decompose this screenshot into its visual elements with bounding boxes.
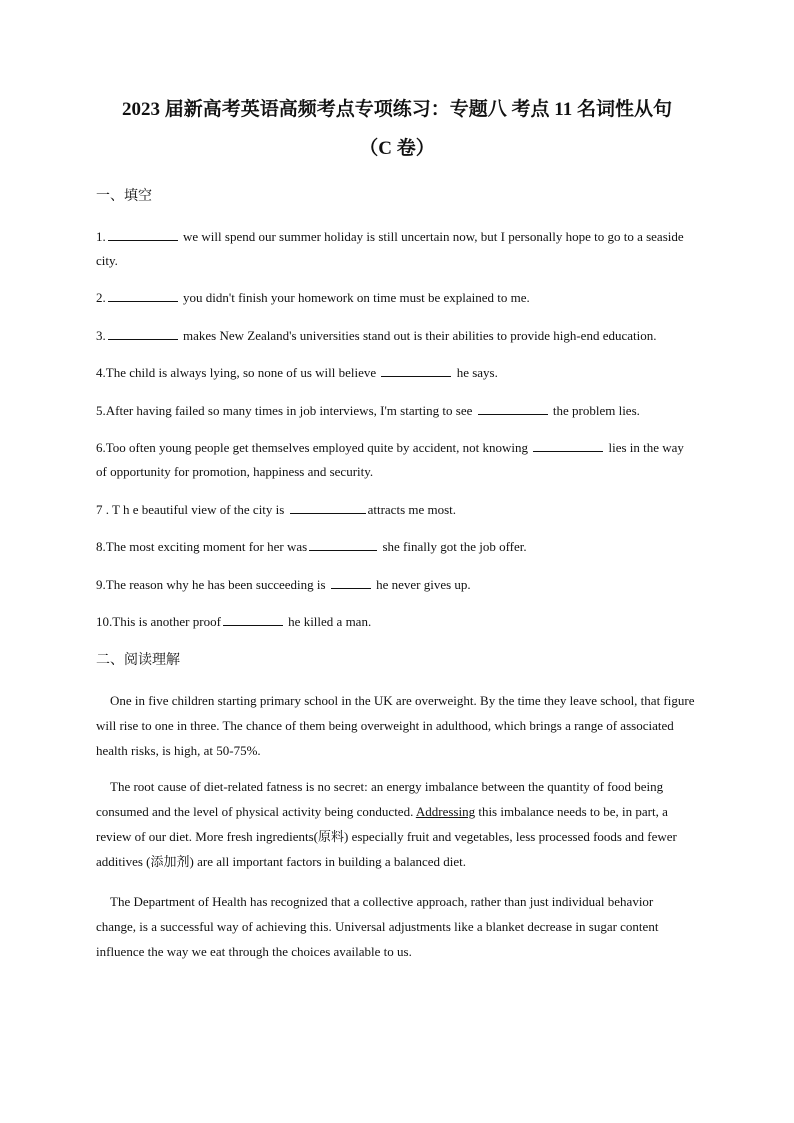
question-8 — [96, 535, 696, 559]
answer-blank[interactable] — [290, 499, 366, 514]
question-text: we will spend our summer holiday is still uncertain now, but I personally hope to go to a seaside city. — [96, 229, 684, 268]
question-text: attracts me most. — [367, 502, 457, 517]
answer-blank[interactable] — [223, 611, 283, 626]
question-text: the problem lies. — [549, 403, 640, 418]
reading-paragraph-2 — [96, 774, 696, 874]
reading-paragraph-3 — [96, 889, 696, 964]
question-3 — [96, 324, 696, 348]
underlined-word: Addressing — [415, 804, 476, 819]
question-number: 4. — [96, 365, 106, 380]
question-number: 8. — [96, 539, 106, 554]
reading-paragraph-1 — [96, 688, 696, 763]
question-text: The child is always lying, so none of us will believe — [105, 365, 380, 380]
question-5 — [96, 399, 696, 423]
question-2 — [96, 286, 696, 310]
question-number: 7 . — [96, 502, 113, 517]
answer-blank[interactable] — [309, 536, 377, 551]
paragraph-text: One in five children starting primary school in the UK are overweight. By the time they leave school, that figure will rise to one in three. The chance of them being overweight in adulthood, which brings a range of associated health risks, is high, at 50-75%. — [96, 693, 695, 758]
document-title: 2023 届新高考英语高频考点专项练习：专题八 考点 11 名词性从句 — [122, 99, 672, 120]
question-text: you didn't finish your homework on time must be explained to me. — [179, 290, 530, 305]
question-text: The reason why he has been succeeding is — [105, 577, 329, 592]
question-number: 3. — [96, 328, 106, 343]
question-text: This is another proof — [112, 614, 221, 629]
question-6 — [96, 436, 696, 484]
question-number: 9. — [96, 577, 106, 592]
question-number: 6. — [96, 440, 106, 455]
answer-blank[interactable] — [108, 325, 178, 340]
answer-blank[interactable] — [381, 362, 451, 377]
paragraph-text: this imbalance needs to be, in part, a review of our diet. More fresh ingredients(原料) especially fruit and vegetables, less processed foods and fewer additives (添加剂) are all important factors in building a balanced diet. — [96, 804, 677, 869]
section-heading-reading: 二、阅读理解 — [96, 653, 180, 668]
answer-blank[interactable] — [331, 574, 371, 589]
question-text: makes New Zealand's universities stand out is their abilities to provide high-end education. — [179, 328, 657, 343]
question-text: he killed a man. — [284, 614, 372, 629]
question-1 — [96, 225, 696, 273]
answer-blank[interactable] — [478, 400, 548, 415]
question-text: he never gives up. — [372, 577, 471, 592]
question-10 — [96, 610, 696, 634]
question-text: she finally got the job offer. — [379, 539, 527, 554]
question-text: T h e beautiful view of the city is — [112, 502, 288, 517]
answer-blank[interactable] — [533, 437, 603, 452]
question-4 — [96, 361, 696, 385]
question-number: 2. — [96, 290, 106, 305]
paragraph-text: The root cause of diet-related fatness is no secret: an energy imbalance between the quantity of food being consumed and the level of physical activity being conducted. — [96, 779, 664, 819]
answer-blank[interactable] — [108, 287, 178, 302]
question-text: he says. — [453, 365, 498, 380]
document-subtitle: （C 卷） — [359, 138, 435, 159]
question-7 — [96, 498, 696, 522]
paragraph-text: The Department of Health has recognized that a collective approach, rather than just individual behavior change, is a successful way of achieving this. Universal adjustments like a blanket decrease in sugar content influence the way we eat through the choices available to us. — [96, 894, 659, 959]
question-9 — [96, 573, 696, 597]
question-number: 1. — [96, 229, 106, 244]
question-text: Too often young people get themselves employed quite by accident, not knowing — [105, 440, 532, 455]
question-text: lies in the way of opportunity for promotion, happiness and security. — [96, 440, 684, 479]
question-number: 10. — [96, 614, 113, 629]
question-text: After having failed so many times in job interviews, I'm starting to see — [105, 403, 476, 418]
answer-blank[interactable] — [108, 226, 178, 241]
question-text: The most exciting moment for her was — [105, 539, 308, 554]
section-heading-fill-blank: 一、填空 — [96, 189, 152, 204]
question-number: 5. — [96, 403, 106, 418]
